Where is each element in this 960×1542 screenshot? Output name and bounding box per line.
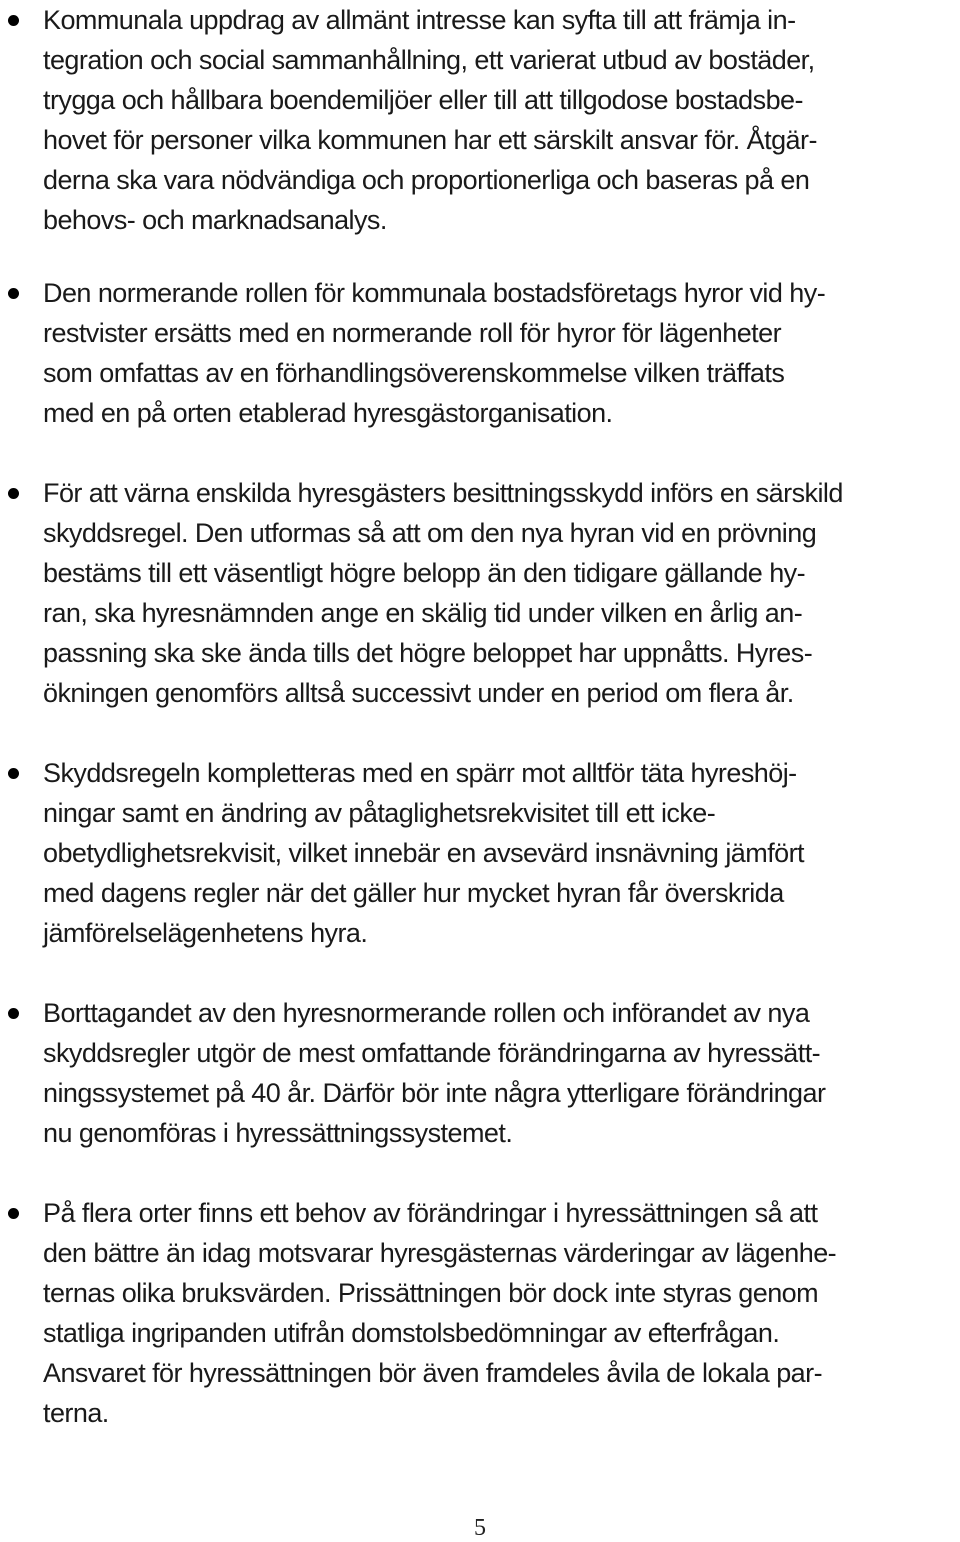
paragraph-line: ökningen genomförs alltså successivt under en period om flera år. — [43, 678, 794, 708]
bullet-point-icon — [8, 288, 19, 299]
paragraph-line: hovet för personer vilka kommunen har ett särskilt ansvar för. Åtgär- — [43, 125, 817, 155]
paragraph-line: bestäms till ett väsentligt högre belopp än den tidigare gällande hy- — [43, 558, 806, 588]
paragraph-line: För att värna enskilda hyresgästers besittningsskydd införs en särskild — [43, 478, 843, 508]
paragraph-line: terna. — [43, 1398, 109, 1428]
paragraph-line: skyddsregler utgör de mest omfattande förändringarna av hyressätt- — [43, 1038, 821, 1068]
bullet-point-icon — [8, 15, 19, 26]
paragraph-line: trygga och hållbara boendemiljöer eller till att tillgodose bostadsbe- — [43, 85, 803, 115]
paragraph-line: nu genomföras i hyressättningssystemet. — [43, 1118, 513, 1148]
bullet-point-icon — [8, 1208, 19, 1219]
paragraph-line: ran, ska hyresnämnden ange en skälig tid under vilken en årlig an- — [43, 598, 803, 628]
paragraph-line: behovs- och marknadsanalys. — [43, 205, 387, 235]
paragraph-line: den bättre än idag motsvarar hyresgästernas värderingar av lägenhe- — [43, 1238, 837, 1268]
paragraph-line: ningar samt en ändring av påtaglighetsrekvisitet till ett icke- — [43, 798, 716, 828]
paragraph-line: Den normerande rollen för kommunala bostadsföretags hyror vid hy- — [43, 278, 826, 308]
paragraph-line: skyddsregel. Den utformas så att om den nya hyran vid en prövning — [43, 518, 817, 548]
paragraph-line: Ansvaret för hyressättningen bör även framdeles åvila de lokala par- — [43, 1358, 823, 1388]
page-number: 5 — [474, 1515, 486, 1541]
paragraph-line: obetydlighetsrekvisit, vilket innebär en avsevärd insnävning jämfört — [43, 838, 805, 868]
paragraph-line: ternas olika bruksvärden. Prissättningen bör dock inte styras genom — [43, 1278, 819, 1308]
paragraph-line: passning ska ske ända tills det högre beloppet har uppnåtts. Hyres- — [43, 638, 813, 668]
paragraph-line: med en på orten etablerad hyresgästorganisation. — [43, 398, 613, 428]
bullet-point-icon — [8, 768, 19, 779]
paragraph-line: ningssystemet på 40 år. Därför bör inte några ytterligare förändringar — [43, 1078, 826, 1108]
paragraph-line: Kommunala uppdrag av allmänt intresse kan syfta till att främja in- — [43, 5, 796, 35]
paragraph-line: som omfattas av en förhandlingsöverenskommelse vilken träffats — [43, 358, 785, 388]
paragraph-line: tegration och social sammanhållning, ett varierat utbud av bostäder, — [43, 45, 815, 75]
paragraph-line: Borttagandet av den hyresnormerande rollen och införandet av nya — [43, 998, 810, 1028]
paragraph-line: restvister ersätts med en normerande roll för hyror för lägenheter — [43, 318, 782, 348]
paragraph-line: Skyddsregeln kompletteras med en spärr mot alltför täta hyreshöj- — [43, 758, 797, 788]
paragraph-line: jämförelselägenhetens hyra. — [43, 918, 368, 948]
bullet-point-icon — [8, 488, 19, 499]
paragraph-line: med dagens regler när det gäller hur mycket hyran får överskrida — [43, 878, 784, 908]
paragraph-line: derna ska vara nödvändiga och proportionerliga och baseras på en — [43, 165, 810, 195]
paragraph-line: På flera orter finns ett behov av förändringar i hyressättningen så att — [43, 1198, 818, 1228]
paragraph-line: statliga ingripanden utifrån domstolsbedömningar av efterfrågan. — [43, 1318, 780, 1348]
bullet-point-icon — [8, 1008, 19, 1019]
